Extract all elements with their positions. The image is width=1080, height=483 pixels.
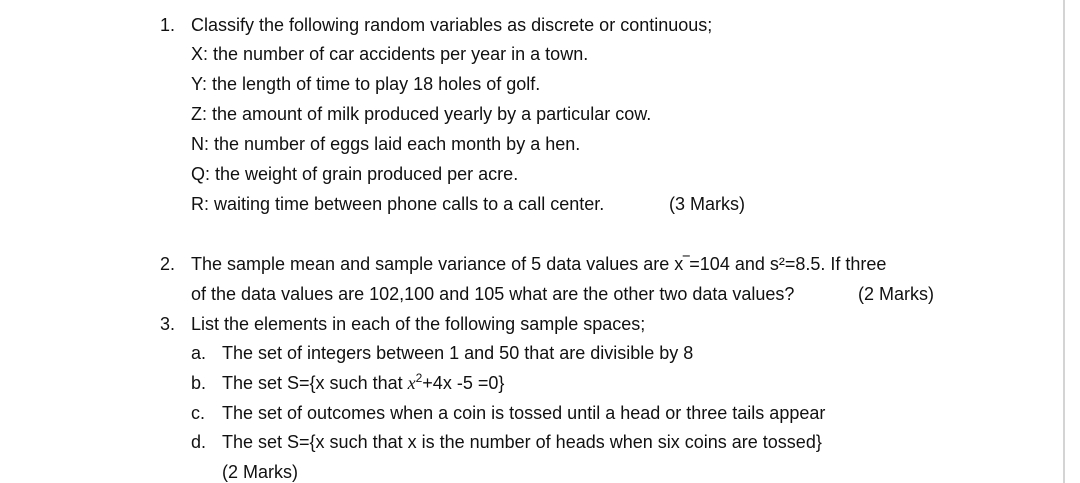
marks-label: (2 Marks) [222, 462, 298, 482]
marks-label: (2 Marks) [858, 284, 934, 304]
question-number: 1. [160, 15, 176, 35]
question-text-part: The sample mean and sample variance of 5 data values are x [191, 254, 684, 274]
page-edge-divider [1063, 0, 1065, 483]
math-exponent: 2 [415, 371, 423, 385]
question-prompt: List the elements in each of the following sample spaces; [191, 314, 646, 334]
sub-item-text-part: The set S={x such that [222, 373, 408, 393]
sub-item-letter: d. [191, 432, 207, 452]
mean-bar-symbol: ‾ [683, 254, 690, 274]
question-number: 2. [160, 254, 176, 274]
question-text-line: of the data values are 102,100 and 105 what are the other two data values? [191, 284, 795, 304]
variable-item: N: the number of eggs laid each month by a hen. [191, 134, 581, 154]
question-text-part: =104 and s²=8.5. If three [689, 254, 887, 274]
sub-item-text: The set of outcomes when a coin is tossed until a head or three tails appear [222, 403, 826, 423]
variable-item: Z: the amount of milk produced yearly by a particular cow. [191, 104, 652, 124]
variable-item: R: waiting time between phone calls to a call center. [191, 194, 605, 214]
question-prompt: Classify the following random variables as discrete or continuous; [191, 15, 713, 35]
math-variable: x [407, 373, 416, 393]
variable-item: X: the number of car accidents per year in a town. [191, 44, 589, 64]
sub-item-text-part: +4x -5 =0} [422, 373, 505, 393]
sub-item-letter: a. [191, 343, 207, 363]
sub-item-text: The set S={x such that x is the number of heads when six coins are tossed} [222, 432, 822, 452]
sub-item-text [222, 372, 504, 394]
variable-item: Y: the length of time to play 18 holes of golf. [191, 74, 541, 94]
question-text-line [191, 253, 886, 275]
sub-item-letter: c. [191, 403, 206, 423]
sub-item-text: The set of integers between 1 and 50 that are divisible by 8 [222, 343, 694, 363]
question-number: 3. [160, 314, 176, 334]
variable-item: Q: the weight of grain produced per acre. [191, 164, 519, 184]
sub-item-letter: b. [191, 373, 207, 393]
marks-label: (3 Marks) [669, 194, 745, 214]
